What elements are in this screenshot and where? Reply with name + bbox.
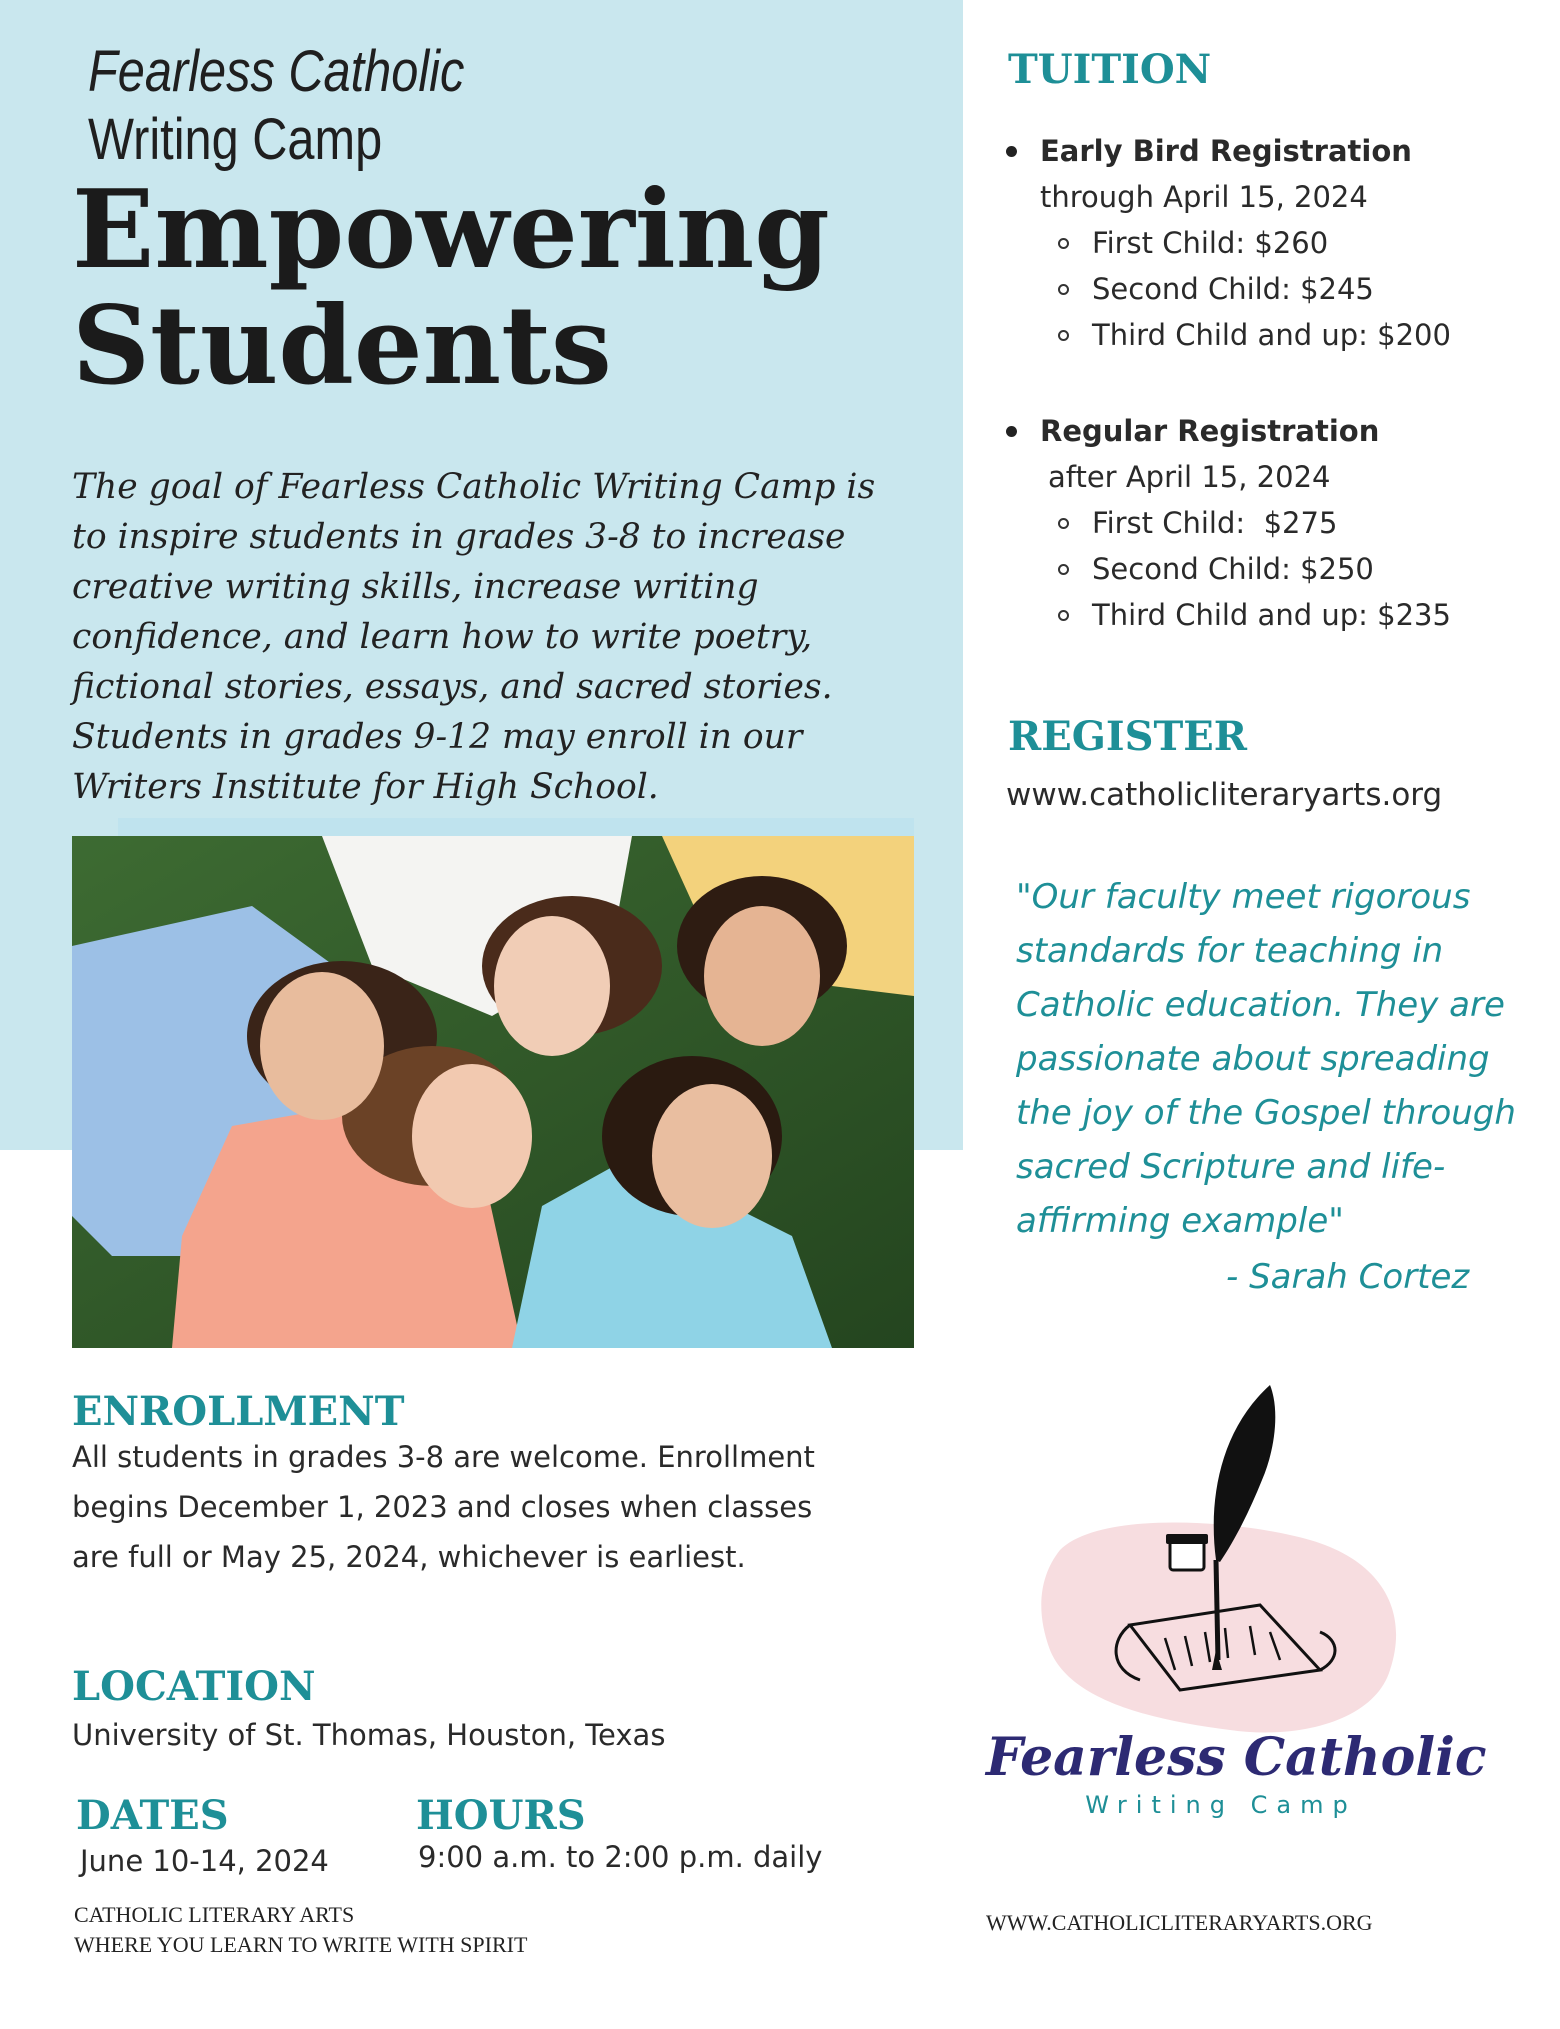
price-text: Third Child and up: $235 (1092, 598, 1451, 632)
goal-line: Students in grades 9-12 may enroll in our (72, 717, 803, 757)
circle-bullet-icon (1058, 330, 1069, 341)
circle-bullet-icon (1058, 564, 1069, 575)
quote-line: Catholic education. They are (1016, 985, 1505, 1025)
camp-name-line1: Fearless Catholic (88, 39, 465, 104)
students-photo (72, 836, 914, 1348)
enrollment-line: begins December 1, 2023 and closes when classes (72, 1490, 813, 1524)
dates-heading: DATES (76, 1792, 229, 1839)
logo-subtitle: Writing Camp (1085, 1791, 1357, 1819)
circle-bullet-icon (1058, 284, 1069, 295)
enrollment-line: are full or May 25, 2024, whichever is earliest. (72, 1540, 746, 1574)
price-item (1000, 312, 1520, 358)
goal-line: creative writing skills, increase writing (72, 567, 759, 607)
price-text: First Child: $260 (1092, 226, 1329, 260)
bullet-icon (1006, 146, 1017, 157)
footer-org: CATHOLIC LITERARY ARTS (74, 1902, 355, 1927)
students-lying-on-grass-image (72, 836, 914, 1348)
price-item (1000, 266, 1520, 312)
price-text: Third Child and up: $200 (1092, 318, 1451, 352)
quote-line: passionate about spreading (1016, 1039, 1490, 1079)
circle-bullet-icon (1058, 610, 1069, 621)
location-text: University of St. Thomas, Houston, Texas (72, 1718, 666, 1752)
price-text: Second Child: $245 (1092, 272, 1374, 306)
price-item (1000, 546, 1520, 592)
goal-line: The goal of Fearless Catholic Writing Camp is (72, 467, 876, 507)
enrollment-line: All students in grades 3-8 are welcome. Enrollment (72, 1440, 815, 1474)
camp-name-line2: Writing Camp (88, 107, 383, 172)
circle-bullet-icon (1058, 518, 1069, 529)
register-heading: REGISTER (1008, 713, 1247, 760)
early-bird-title (1000, 128, 1520, 174)
tuition-heading: TUITION (1008, 46, 1212, 93)
regular-tier (1000, 408, 1520, 638)
price-item (1000, 592, 1520, 638)
early-bird-deadline: through April 15, 2024 (1040, 180, 1368, 214)
hours-heading: HOURS (416, 1792, 586, 1839)
goal-line: fictional stories, essays, and sacred stories. (72, 667, 833, 707)
location-heading: LOCATION (72, 1663, 316, 1710)
quote-line: the joy of the Gospel through (1016, 1093, 1516, 1133)
circle-bullet-icon (1058, 238, 1069, 249)
bullet-icon (1006, 426, 1017, 437)
register-link[interactable]: www.catholicliteraryarts.org (1006, 777, 1443, 813)
price-text: First Child: $275 (1092, 506, 1338, 540)
early-bird-tier (1000, 128, 1520, 358)
headline-line1: Empowering (72, 167, 830, 293)
quote-line: standards for teaching in (1016, 931, 1444, 971)
footer-website[interactable]: WWW.CATHOLICLITERARYARTS.ORG (986, 1910, 1373, 1935)
goal-line: to inspire students in grades 3-8 to increase (72, 517, 846, 557)
regular-deadline: after April 15, 2024 (1048, 460, 1331, 494)
price-item (1000, 500, 1520, 546)
enrollment-heading: ENROLLMENT (72, 1388, 405, 1435)
quote-line: affirming example" (1016, 1201, 1344, 1241)
headline-line2: Students (72, 283, 612, 409)
quote-author: - Sarah Cortez (1226, 1257, 1470, 1297)
goal-line: Writers Institute for High School. (72, 767, 659, 807)
logo-title: Fearless Catholic (986, 1727, 1487, 1788)
goal-paragraph (72, 462, 892, 812)
goal-line: confidence, and learn how to write poetry, (72, 617, 813, 657)
footer-tagline: WHERE YOU LEARN TO WRITE WITH SPIRIT (74, 1932, 528, 1957)
regular-title-text: Regular Registration (1040, 414, 1380, 448)
dates-text: June 10-14, 2024 (80, 1844, 329, 1878)
regular-title (1000, 408, 1520, 454)
quote-line: sacred Scripture and life- (1016, 1147, 1446, 1187)
price-text: Second Child: $250 (1092, 552, 1374, 586)
early-bird-title-text: Early Bird Registration (1040, 134, 1412, 168)
photo-accent-strip (118, 818, 914, 836)
faculty-quote (1016, 870, 1516, 1248)
quote-line: "Our faculty meet rigorous (1016, 877, 1471, 917)
price-item (1000, 220, 1520, 266)
enrollment-text (72, 1432, 932, 1582)
hours-text: 9:00 a.m. to 2:00 p.m. daily (418, 1840, 823, 1874)
